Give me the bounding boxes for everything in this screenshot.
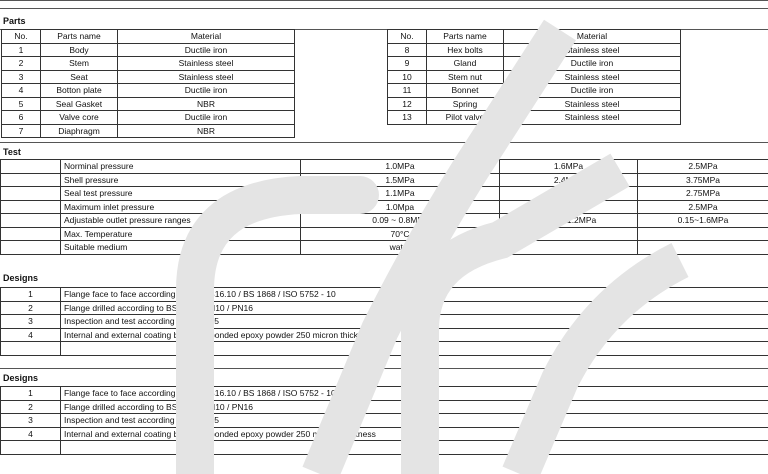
table-cell: Flange face to face according to ANSI B16.10 / BS 1868 / ISO 5752 - 10: [61, 288, 768, 302]
table-cell: [500, 241, 638, 255]
table-cell: Ductile iron: [118, 111, 295, 125]
table-cell: Ductile iron: [504, 84, 681, 98]
table-cell: Suitable medium: [61, 241, 301, 255]
parts-table-left: [1, 29, 295, 138]
designs-table: [0, 287, 768, 356]
table-cell: 3: [2, 70, 41, 84]
table-row: [388, 84, 681, 98]
parts-table-right: [387, 29, 681, 125]
table-cell: [61, 441, 768, 455]
table-cell: [1, 241, 61, 255]
table-row: [2, 70, 295, 84]
table-cell: [1, 441, 61, 455]
table-cell: Stainless steel: [118, 57, 295, 71]
table-row: [2, 124, 295, 138]
table-cell: [1, 214, 61, 228]
table-cell: 3: [1, 414, 61, 428]
table-cell: 1: [1, 288, 61, 302]
table-row: [388, 97, 681, 111]
table-cell: 1.1MPa: [301, 187, 500, 201]
table-row: [2, 43, 295, 57]
column-header: Parts name: [41, 30, 118, 44]
table-cell: 0.10 ~ 1.2MPa: [500, 214, 638, 228]
column-header: Material: [504, 30, 681, 44]
table-cell: Flange drilled according to BS 4504, PN10 / PN16: [61, 301, 768, 315]
column-header: No.: [388, 30, 427, 44]
table-cell: Seal Gasket: [41, 97, 118, 111]
table-cell: 1.0Mpa: [301, 200, 500, 214]
table-cell: 1.76MPa: [500, 187, 638, 201]
table-row: [1, 241, 768, 255]
table-cell: [1, 173, 61, 187]
table-cell: Inspection and test according to BS 6755: [61, 315, 768, 329]
table-cell: 1.6MPa: [500, 200, 638, 214]
table-row: [1, 214, 768, 228]
test-section-title: Test: [3, 147, 21, 157]
table-cell: Maximum inlet pressure: [61, 200, 301, 214]
table-cell: Diaphragm: [41, 124, 118, 138]
table-cell: [638, 241, 768, 255]
table-row: [2, 57, 295, 71]
table-cell: 1: [1, 387, 61, 401]
test-table: [0, 159, 768, 255]
divider: [0, 142, 768, 143]
table-cell: 8: [388, 43, 427, 57]
table-cell: Stem nut: [427, 70, 504, 84]
table-cell: 12: [388, 97, 427, 111]
table-row: [2, 111, 295, 125]
table-cell: 6: [2, 111, 41, 125]
table-cell: Bonnet: [427, 84, 504, 98]
table-cell: [1, 342, 61, 356]
table-cell: Stainless steel: [118, 70, 295, 84]
column-header: No.: [2, 30, 41, 44]
table-row: [1, 200, 768, 214]
table-cell: 2: [1, 301, 61, 315]
table-cell: 0.09 ~ 0.8MPa: [301, 214, 500, 228]
table-cell: 4: [1, 427, 61, 441]
table-row: [1, 387, 768, 401]
table-cell: 4: [2, 84, 41, 98]
table-row: [388, 111, 681, 125]
table-cell: 1.0MPa: [301, 160, 500, 174]
table-cell: 2.5MPa: [638, 160, 768, 174]
table-row: [388, 43, 681, 57]
table-row: [1, 414, 768, 428]
designs-table: [0, 386, 768, 455]
divider: [0, 0, 768, 1]
table-cell: Adjustable outlet pressure ranges: [61, 214, 301, 228]
table-cell: Stainless steel: [504, 97, 681, 111]
table-row: [2, 97, 295, 111]
designs-section-title: Designs: [3, 273, 39, 283]
table-cell: Shell pressure: [61, 173, 301, 187]
table-row: [1, 441, 768, 455]
table-cell: NBR: [118, 97, 295, 111]
table-row: [2, 84, 295, 98]
table-cell: Stainless steel: [504, 111, 681, 125]
table-cell: Internal and external coating by fusion bonded epoxy powder 250 micron thickness: [61, 328, 768, 342]
table-cell: 2: [2, 57, 41, 71]
table-cell: 13: [388, 111, 427, 125]
parts-section-title: Parts: [3, 16, 26, 26]
table-row: [1, 173, 768, 187]
table-cell: Ductile iron: [118, 43, 295, 57]
table-cell: Valve core: [41, 111, 118, 125]
column-header: Material: [118, 30, 295, 44]
table-header-row: [388, 30, 681, 44]
table-cell: [1, 200, 61, 214]
table-cell: 11: [388, 84, 427, 98]
table-row: [1, 400, 768, 414]
divider: [0, 368, 768, 369]
table-cell: 4: [1, 328, 61, 342]
table-cell: Gland: [427, 57, 504, 71]
table-cell: 2.75MPa: [638, 187, 768, 201]
table-row: [1, 342, 768, 356]
table-cell: Norminal pressure: [61, 160, 301, 174]
table-cell: 2.4MPa: [500, 173, 638, 187]
table-cell: 0.15~1.6MPa: [638, 214, 768, 228]
table-cell: Stainless steel: [504, 43, 681, 57]
table-row: [1, 427, 768, 441]
table-cell: Botton plate: [41, 84, 118, 98]
table-cell: [1, 187, 61, 201]
table-row: [388, 70, 681, 84]
table-row: [1, 160, 768, 174]
table-cell: [638, 227, 768, 241]
table-row: [1, 315, 768, 329]
designs-section-title: Designs: [3, 373, 39, 383]
table-cell: 2: [1, 400, 61, 414]
table-cell: Flange drilled according to BS 4504, PN10 / PN16: [61, 400, 768, 414]
table-cell: [1, 227, 61, 241]
table-row: [1, 227, 768, 241]
table-cell: 5: [2, 97, 41, 111]
divider: [0, 8, 768, 9]
table-cell: Seal test pressure: [61, 187, 301, 201]
table-row: [1, 187, 768, 201]
table-cell: [500, 227, 638, 241]
table-cell: 2.5MPa: [638, 200, 768, 214]
table-cell: water: [301, 241, 500, 255]
table-cell: 3.75MPa: [638, 173, 768, 187]
table-cell: Ductile iron: [118, 84, 295, 98]
table-cell: Flange face to face according to ANSI B16.10 / BS 1868 / ISO 5752 - 10: [61, 387, 768, 401]
table-cell: Ductile iron: [504, 57, 681, 71]
table-cell: Internal and external coating by fusion bonded epoxy powder 250 micron thickness: [61, 427, 768, 441]
column-header: Parts name: [427, 30, 504, 44]
table-cell: Stainless steel: [504, 70, 681, 84]
table-cell: 70°C: [301, 227, 500, 241]
table-cell: Seat: [41, 70, 118, 84]
table-cell: [1, 160, 61, 174]
table-row: [1, 288, 768, 302]
table-cell: 7: [2, 124, 41, 138]
table-row: [388, 57, 681, 71]
table-cell: 1.6MPa: [500, 160, 638, 174]
table-cell: 10: [388, 70, 427, 84]
table-cell: [61, 342, 768, 356]
table-row: [1, 301, 768, 315]
table-cell: Pilot valve: [427, 111, 504, 125]
table-cell: Hex bolts: [427, 43, 504, 57]
table-cell: Stem: [41, 57, 118, 71]
table-cell: 9: [388, 57, 427, 71]
table-cell: Body: [41, 43, 118, 57]
table-cell: 1: [2, 43, 41, 57]
table-cell: NBR: [118, 124, 295, 138]
table-cell: Inspection and test according to BS 6755: [61, 414, 768, 428]
table-cell: 1.5MPa: [301, 173, 500, 187]
table-row: [1, 328, 768, 342]
table-cell: Max. Temperature: [61, 227, 301, 241]
table-cell: 3: [1, 315, 61, 329]
table-cell: Spring: [427, 97, 504, 111]
table-header-row: [2, 30, 295, 44]
